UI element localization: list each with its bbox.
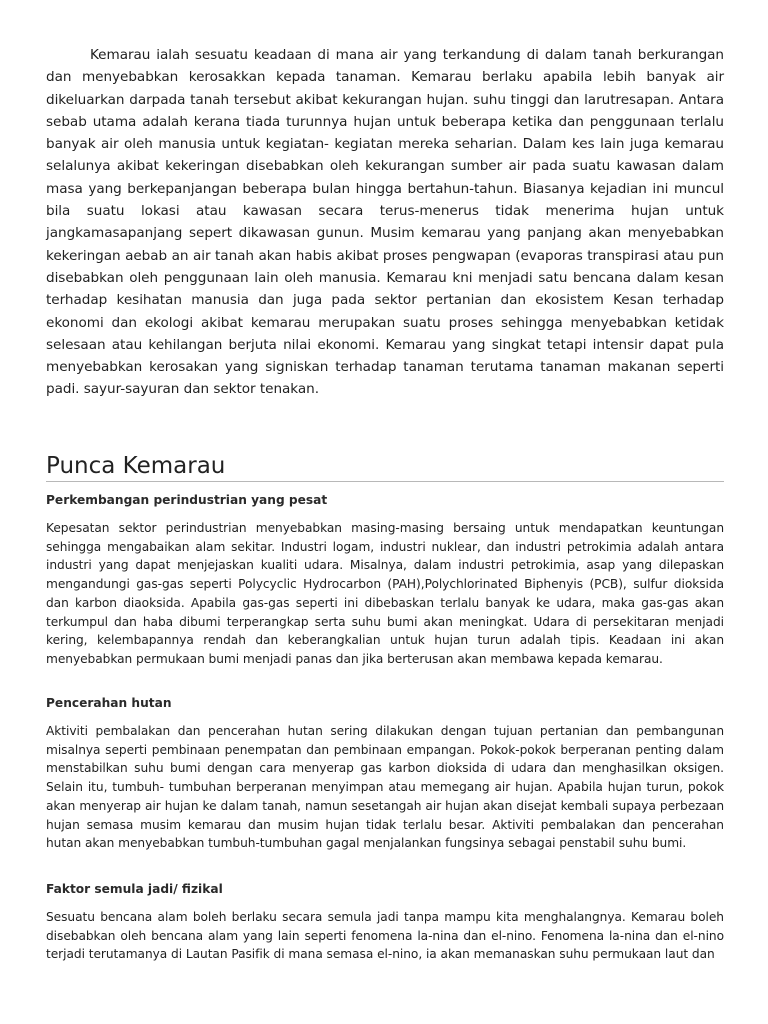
section-natural-factors <box>46 880 724 964</box>
section-heading: Punca Kemarau <box>46 453 226 479</box>
section-body: Sesuatu bencana alam boleh berlaku secara semula jadi tanpa mampu kita menghalangnya. Kemarau boleh disebabkan oleh bencana alam yang lain seperti fenomena la-nina dan el-nino. Fenomena la-nina dan el-nino terjadi terutamanya di Lautan Pasifik di mana semasa el-nino, ia akan memanaskan suhu permukaan laut dan <box>46 910 724 962</box>
section-title: Perkembangan perindustrian yang pesat <box>46 493 328 507</box>
heading-divider <box>46 481 724 482</box>
section-body: Aktiviti pembalakan dan pencerahan hutan sering dilakukan dengan tujuan pertanian dan pembangunan misalnya seperti pembinaan penempatan dan pembinaan empangan. Pokok-pokok berperanan penting dalam menstabilkan suhu bumi dengan cara menyerap gas karbon dioksida di udara dan menghasilkan oksigen. Selain itu, tumbuh- tumbuhan berperanan menyimpan atau memegang air hujan. Apabila hujan turun, pokok akan menyerap air hujan ke dalam tanah, namun sesetangah air hujan akan disejat kembali supaya perbezaan hujan semasa musim kemarau dan musim hujan tidak terlalu besar. Aktiviti pembalakan dan pencerahan hutan akan menyebabkan tumbuh-tumbuhan gagal menjalankan fungsinya sebagai penstabil suhu bumi. <box>46 724 724 851</box>
document-page <box>46 44 724 962</box>
section-industry <box>46 491 724 669</box>
section-body: Kepesatan sektor perindustrian menyebabkan masing-masing bersaing untuk mendapatkan keuntungan sehingga mengabaikan alam sekitar. Industri logam, industri nuklear, dan industri petrokimia adalah antara industri yang dapat menjejaskan kualiti udara. Misalnya, dalam industri petrokimia, asap yang dilepaskan mengandungi gas-gas seperti Polycyclic Hydrocarbon (PAH),Polychlorinated Biphenyis (PCB), sulfur dioksida dan karbon diaoksida. Apabila gas-gas seperti ini dibebaskan terlalu banyak ke udara, maka gas-gas akan terkumpul dan haba dibumi terperangkap serta suhu bumi akan meningkat. Udara di persekitaran menjadi kering, kelembapannya rendah dan keberangkalian untuk hujan turun adalah tipis. Keadaan ini akan menyebabkan permukaan bumi menjadi panas dan jika berterusan akan membawa kepada kemarau. <box>46 521 724 666</box>
section-title: Pencerahan hutan <box>46 696 172 710</box>
section-deforestation <box>46 694 724 853</box>
section-title: Faktor semula jadi/ fizikal <box>46 882 223 896</box>
intro-paragraph: Kemarau ialah sesuatu keadaan di mana air yang terkandung di dalam tanah berkurangan dan menyebabkan kerosakkan kepada tanaman. Kemarau berlaku apabila lebih banyak air dikeluarkan darpada tanah tersebut akibat kekurangan hujan. suhu tinggi dan larutresapan. Antara sebab utama adalah kerana tiada turunnya hujan untuk beberapa ketika dan penggunaan terlalu banyak air oleh manusia untuk kegiatan- kegiatan mereka seharian. Dalam kes lain juga kemarau selalunya akibat kekeringan disebabkan oleh kekurangan sumber air pada suatu kawasan dalam masa yang berkepanjangan beberapa bulan hingga bertahun-tahun. Biasanya kejadian ini muncul bila suatu lokasi atau kawasan secara terus-menerus tidak menerima hujan untuk jangkamasapanjang sepert dikawasan gunun. Musim kemarau yang panjang akan menyebabkan kekeringan aebab an air tanah akan habis akibat proses pengwapan (evaporas transpirasi atau pun disebabkan oleh penggunaan lain oleh manusia. Kemarau kni menjadi satu bencana dalam kesan terhadap kesihatan manusia dan juga pada sektor pertanian dan ekosistem Kesan terhadap ekonomi dan ekologi akibat kemarau merupakan suatu proses sehingga menyebabkan ketidak selesaan atau kehilangan berjuta nilai ekonomi. Kemarau yang singkat tetapi intensir dapat pula menyebabkan kerosakan yang signiskan terhadap tanaman terutama tanaman makanan seperti padi. sayur-sayuran dan sektor tenakan. <box>46 47 724 398</box>
